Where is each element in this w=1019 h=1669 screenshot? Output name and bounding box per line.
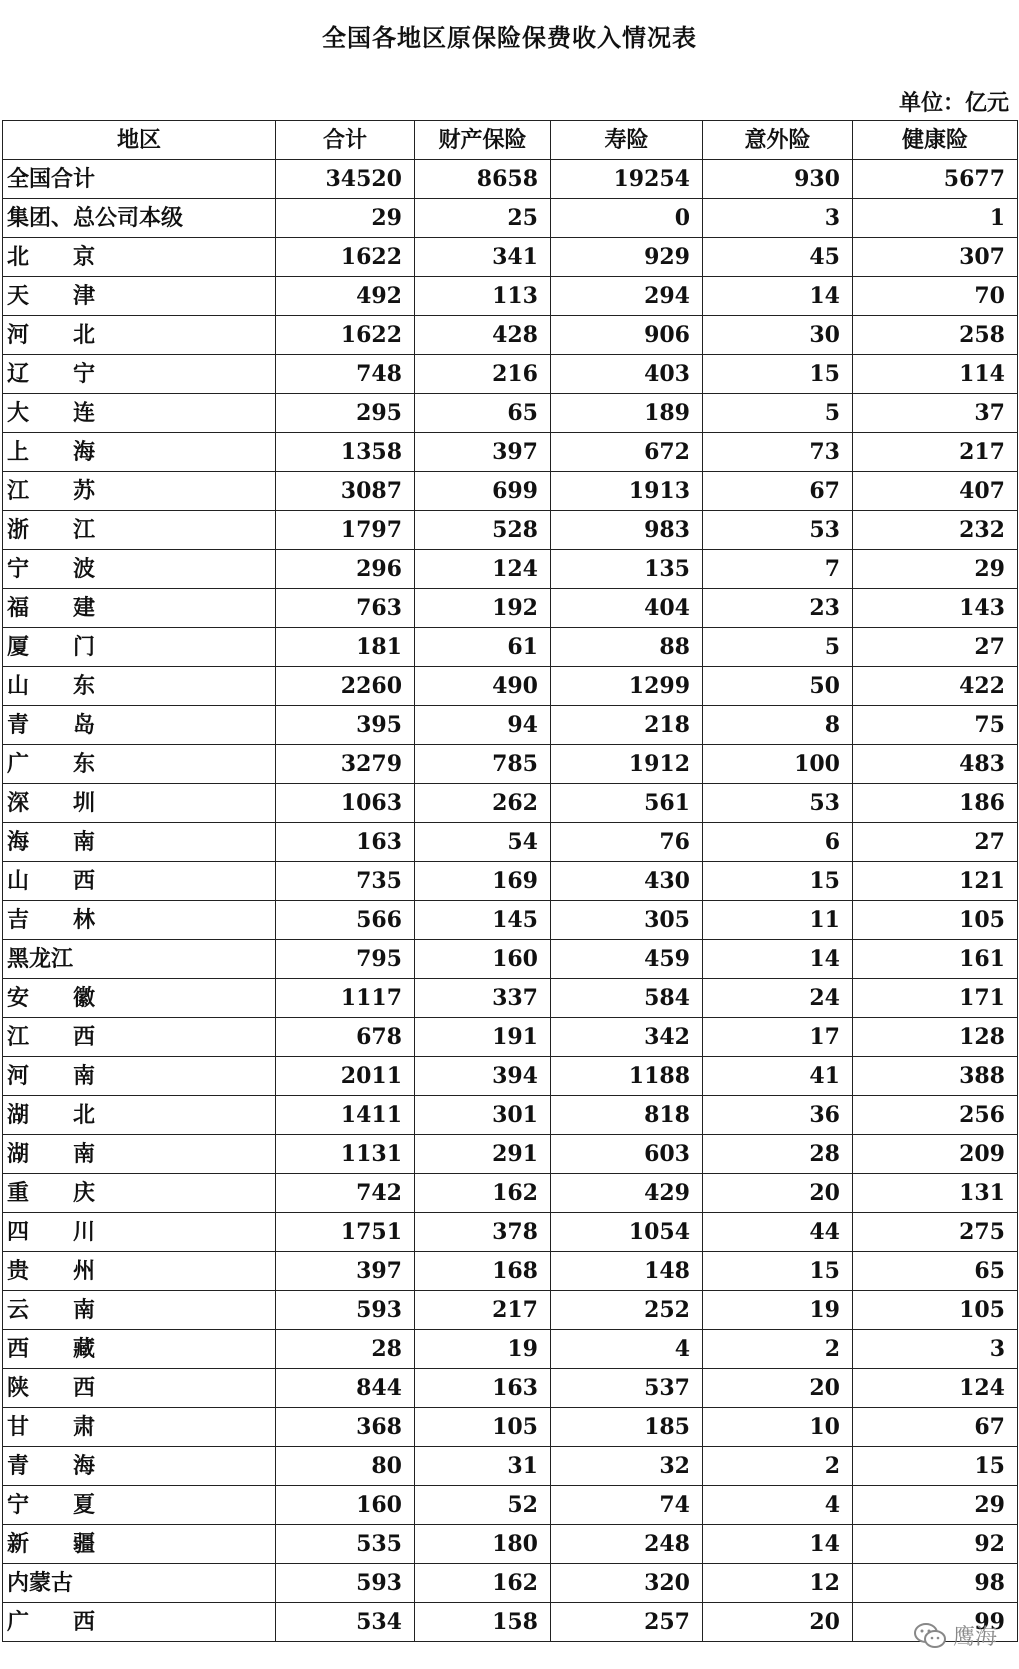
total-cell: 795	[276, 940, 415, 979]
total-cell: 3279	[276, 745, 415, 784]
region-cell: 广 西	[3, 1603, 276, 1642]
region-cell: 深 圳	[3, 784, 276, 823]
total-cell: 295	[276, 394, 415, 433]
property-cell: 192	[415, 589, 551, 628]
property-cell: 25	[415, 199, 551, 238]
accident-cell: 12	[703, 1564, 853, 1603]
life-cell: 672	[551, 433, 703, 472]
table-row	[3, 1603, 1018, 1642]
health-cell: 209	[853, 1135, 1018, 1174]
total-cell: 593	[276, 1291, 415, 1330]
accident-cell: 28	[703, 1135, 853, 1174]
region-cell: 宁 夏	[3, 1486, 276, 1525]
life-cell: 185	[551, 1408, 703, 1447]
accident-cell: 100	[703, 745, 853, 784]
region-cell: 江 西	[3, 1018, 276, 1057]
property-cell: 291	[415, 1135, 551, 1174]
region-cell: 吉 林	[3, 901, 276, 940]
life-cell: 404	[551, 589, 703, 628]
accident-cell: 23	[703, 589, 853, 628]
table-row	[3, 823, 1018, 862]
accident-cell: 19	[703, 1291, 853, 1330]
region-cell: 厦 门	[3, 628, 276, 667]
property-cell: 217	[415, 1291, 551, 1330]
total-cell: 34520	[276, 160, 415, 199]
total-cell: 566	[276, 901, 415, 940]
life-cell: 929	[551, 238, 703, 277]
property-cell: 160	[415, 940, 551, 979]
property-cell: 490	[415, 667, 551, 706]
premium-income-table	[2, 120, 1018, 1642]
total-cell: 534	[276, 1603, 415, 1642]
accident-cell: 6	[703, 823, 853, 862]
accident-cell: 7	[703, 550, 853, 589]
property-cell: 65	[415, 394, 551, 433]
accident-cell: 2	[703, 1330, 853, 1369]
region-cell: 海 南	[3, 823, 276, 862]
health-cell: 1	[853, 199, 1018, 238]
accident-cell: 73	[703, 433, 853, 472]
column-header-accident: 意外险	[703, 121, 853, 160]
life-cell: 818	[551, 1096, 703, 1135]
life-cell: 430	[551, 862, 703, 901]
health-cell: 75	[853, 706, 1018, 745]
region-cell: 西 藏	[3, 1330, 276, 1369]
property-cell: 31	[415, 1447, 551, 1486]
accident-cell: 20	[703, 1174, 853, 1213]
health-cell: 29	[853, 550, 1018, 589]
health-cell: 37	[853, 394, 1018, 433]
property-cell: 169	[415, 862, 551, 901]
health-cell: 29	[853, 1486, 1018, 1525]
column-header-health: 健康险	[853, 121, 1018, 160]
watermark-text: 鹰海	[952, 1625, 997, 1650]
accident-cell: 15	[703, 355, 853, 394]
property-cell: 105	[415, 1408, 551, 1447]
region-cell: 河 北	[3, 316, 276, 355]
total-cell: 80	[276, 1447, 415, 1486]
health-cell: 99	[853, 1603, 1018, 1642]
property-cell: 699	[415, 472, 551, 511]
health-cell: 275	[853, 1213, 1018, 1252]
total-cell: 160	[276, 1486, 415, 1525]
total-cell: 1063	[276, 784, 415, 823]
health-cell: 121	[853, 862, 1018, 901]
life-cell: 983	[551, 511, 703, 550]
total-cell: 535	[276, 1525, 415, 1564]
life-cell: 32	[551, 1447, 703, 1486]
table-row	[3, 940, 1018, 979]
total-cell: 593	[276, 1564, 415, 1603]
accident-cell: 5	[703, 628, 853, 667]
total-cell: 763	[276, 589, 415, 628]
table-row	[3, 1447, 1018, 1486]
total-cell: 1622	[276, 316, 415, 355]
life-cell: 459	[551, 940, 703, 979]
table-row	[3, 1174, 1018, 1213]
region-cell: 青 海	[3, 1447, 276, 1486]
property-cell: 158	[415, 1603, 551, 1642]
life-cell: 76	[551, 823, 703, 862]
region-cell: 新 疆	[3, 1525, 276, 1564]
table-row	[3, 550, 1018, 589]
accident-cell: 3	[703, 199, 853, 238]
property-cell: 94	[415, 706, 551, 745]
table-row	[3, 901, 1018, 940]
life-cell: 74	[551, 1486, 703, 1525]
region-cell: 大 连	[3, 394, 276, 433]
life-cell: 148	[551, 1252, 703, 1291]
life-cell: 88	[551, 628, 703, 667]
life-cell: 429	[551, 1174, 703, 1213]
total-cell: 29	[276, 199, 415, 238]
table-row	[3, 1057, 1018, 1096]
property-cell: 168	[415, 1252, 551, 1291]
total-cell: 397	[276, 1252, 415, 1291]
region-cell: 湖 南	[3, 1135, 276, 1174]
life-cell: 1054	[551, 1213, 703, 1252]
table-row	[3, 160, 1018, 199]
table-row	[3, 784, 1018, 823]
health-cell: 307	[853, 238, 1018, 277]
table-row	[3, 862, 1018, 901]
health-cell: 5677	[853, 160, 1018, 199]
property-cell: 61	[415, 628, 551, 667]
accident-cell: 17	[703, 1018, 853, 1057]
health-cell: 92	[853, 1525, 1018, 1564]
life-cell: 4	[551, 1330, 703, 1369]
life-cell: 603	[551, 1135, 703, 1174]
region-cell: 四 川	[3, 1213, 276, 1252]
health-cell: 124	[853, 1369, 1018, 1408]
region-cell: 北 京	[3, 238, 276, 277]
region-cell: 浙 江	[3, 511, 276, 550]
accident-cell: 11	[703, 901, 853, 940]
region-cell: 陕 西	[3, 1369, 276, 1408]
total-cell: 296	[276, 550, 415, 589]
property-cell: 528	[415, 511, 551, 550]
region-cell: 江 苏	[3, 472, 276, 511]
total-cell: 1622	[276, 238, 415, 277]
table-row	[3, 1213, 1018, 1252]
accident-cell: 15	[703, 862, 853, 901]
region-cell: 山 西	[3, 862, 276, 901]
region-cell: 内蒙古	[3, 1564, 276, 1603]
health-cell: 388	[853, 1057, 1018, 1096]
health-cell: 128	[853, 1018, 1018, 1057]
table-row	[3, 1330, 1018, 1369]
table-body	[3, 160, 1018, 1642]
total-cell: 368	[276, 1408, 415, 1447]
health-cell: 105	[853, 901, 1018, 940]
life-cell: 294	[551, 277, 703, 316]
property-cell: 163	[415, 1369, 551, 1408]
health-cell: 27	[853, 628, 1018, 667]
column-header-total: 合计	[276, 121, 415, 160]
region-cell: 黑龙江	[3, 940, 276, 979]
property-cell: 394	[415, 1057, 551, 1096]
health-cell: 65	[853, 1252, 1018, 1291]
region-cell: 青 岛	[3, 706, 276, 745]
total-cell: 1131	[276, 1135, 415, 1174]
unit-label: 单位：亿元	[898, 90, 1009, 116]
table-row	[3, 1018, 1018, 1057]
region-cell: 贵 州	[3, 1252, 276, 1291]
region-cell: 山 东	[3, 667, 276, 706]
region-cell: 云 南	[3, 1291, 276, 1330]
column-header-life: 寿险	[551, 121, 703, 160]
accident-cell: 14	[703, 940, 853, 979]
life-cell: 320	[551, 1564, 703, 1603]
life-cell: 342	[551, 1018, 703, 1057]
total-cell: 395	[276, 706, 415, 745]
life-cell: 257	[551, 1603, 703, 1642]
health-cell: 114	[853, 355, 1018, 394]
region-cell: 宁 波	[3, 550, 276, 589]
table-row	[3, 667, 1018, 706]
region-cell: 广 东	[3, 745, 276, 784]
health-cell: 186	[853, 784, 1018, 823]
health-cell: 70	[853, 277, 1018, 316]
health-cell: 15	[853, 1447, 1018, 1486]
table-row	[3, 1486, 1018, 1525]
life-cell: 537	[551, 1369, 703, 1408]
total-cell: 748	[276, 355, 415, 394]
table-row	[3, 277, 1018, 316]
wechat-icon	[913, 1622, 947, 1650]
total-cell: 181	[276, 628, 415, 667]
total-cell: 1358	[276, 433, 415, 472]
health-cell: 3	[853, 1330, 1018, 1369]
property-cell: 8658	[415, 160, 551, 199]
health-cell: 27	[853, 823, 1018, 862]
total-cell: 844	[276, 1369, 415, 1408]
region-cell: 湖 北	[3, 1096, 276, 1135]
total-cell: 1411	[276, 1096, 415, 1135]
property-cell: 162	[415, 1174, 551, 1213]
property-cell: 124	[415, 550, 551, 589]
total-cell: 678	[276, 1018, 415, 1057]
health-cell: 105	[853, 1291, 1018, 1330]
life-cell: 1913	[551, 472, 703, 511]
health-cell: 217	[853, 433, 1018, 472]
life-cell: 1299	[551, 667, 703, 706]
table-row	[3, 1564, 1018, 1603]
accident-cell: 2	[703, 1447, 853, 1486]
region-cell: 重 庆	[3, 1174, 276, 1213]
watermark	[913, 1620, 997, 1651]
table-row	[3, 433, 1018, 472]
property-cell: 341	[415, 238, 551, 277]
total-cell: 1117	[276, 979, 415, 1018]
property-cell: 19	[415, 1330, 551, 1369]
property-cell: 180	[415, 1525, 551, 1564]
header-row	[3, 121, 1018, 160]
property-cell: 262	[415, 784, 551, 823]
accident-cell: 53	[703, 784, 853, 823]
accident-cell: 30	[703, 316, 853, 355]
table-row	[3, 1525, 1018, 1564]
life-cell: 19254	[551, 160, 703, 199]
accident-cell: 20	[703, 1369, 853, 1408]
life-cell: 561	[551, 784, 703, 823]
property-cell: 113	[415, 277, 551, 316]
table-row	[3, 1096, 1018, 1135]
region-cell: 天 津	[3, 277, 276, 316]
life-cell: 218	[551, 706, 703, 745]
accident-cell: 5	[703, 394, 853, 433]
property-cell: 191	[415, 1018, 551, 1057]
total-cell: 742	[276, 1174, 415, 1213]
health-cell: 422	[853, 667, 1018, 706]
column-header-property: 财产保险	[415, 121, 551, 160]
property-cell: 337	[415, 979, 551, 1018]
health-cell: 256	[853, 1096, 1018, 1135]
region-cell: 辽 宁	[3, 355, 276, 394]
property-cell: 428	[415, 316, 551, 355]
table-row	[3, 316, 1018, 355]
table-row	[3, 238, 1018, 277]
table-row	[3, 355, 1018, 394]
table-row	[3, 979, 1018, 1018]
property-cell: 162	[415, 1564, 551, 1603]
life-cell: 252	[551, 1291, 703, 1330]
total-cell: 3087	[276, 472, 415, 511]
property-cell: 378	[415, 1213, 551, 1252]
region-cell: 甘 肃	[3, 1408, 276, 1447]
total-cell: 492	[276, 277, 415, 316]
health-cell: 131	[853, 1174, 1018, 1213]
life-cell: 0	[551, 199, 703, 238]
accident-cell: 41	[703, 1057, 853, 1096]
accident-cell: 67	[703, 472, 853, 511]
life-cell: 1912	[551, 745, 703, 784]
table-row	[3, 1408, 1018, 1447]
table-row	[3, 706, 1018, 745]
accident-cell: 14	[703, 277, 853, 316]
property-cell: 301	[415, 1096, 551, 1135]
page-title: 全国各地区原保险保费收入情况表	[322, 23, 697, 52]
health-cell: 407	[853, 472, 1018, 511]
life-cell: 1188	[551, 1057, 703, 1096]
property-cell: 216	[415, 355, 551, 394]
total-cell: 2260	[276, 667, 415, 706]
accident-cell: 36	[703, 1096, 853, 1135]
property-cell: 785	[415, 745, 551, 784]
accident-cell: 44	[703, 1213, 853, 1252]
health-cell: 67	[853, 1408, 1018, 1447]
table-row	[3, 394, 1018, 433]
table-row	[3, 1291, 1018, 1330]
property-cell: 52	[415, 1486, 551, 1525]
accident-cell: 50	[703, 667, 853, 706]
health-cell: 258	[853, 316, 1018, 355]
table-row	[3, 628, 1018, 667]
region-cell: 全国合计	[3, 160, 276, 199]
property-cell: 54	[415, 823, 551, 862]
total-cell: 2011	[276, 1057, 415, 1096]
life-cell: 584	[551, 979, 703, 1018]
table-row	[3, 1252, 1018, 1291]
table-row	[3, 1369, 1018, 1408]
accident-cell: 930	[703, 160, 853, 199]
region-cell: 安 徽	[3, 979, 276, 1018]
region-cell: 上 海	[3, 433, 276, 472]
table-row	[3, 199, 1018, 238]
region-cell: 河 南	[3, 1057, 276, 1096]
accident-cell: 20	[703, 1603, 853, 1642]
life-cell: 189	[551, 394, 703, 433]
accident-cell: 15	[703, 1252, 853, 1291]
total-cell: 735	[276, 862, 415, 901]
total-cell: 28	[276, 1330, 415, 1369]
region-cell: 福 建	[3, 589, 276, 628]
life-cell: 135	[551, 550, 703, 589]
life-cell: 305	[551, 901, 703, 940]
property-cell: 397	[415, 433, 551, 472]
life-cell: 906	[551, 316, 703, 355]
table-row	[3, 511, 1018, 550]
life-cell: 248	[551, 1525, 703, 1564]
total-cell: 1797	[276, 511, 415, 550]
total-cell: 1751	[276, 1213, 415, 1252]
life-cell: 403	[551, 355, 703, 394]
health-cell: 143	[853, 589, 1018, 628]
table-row	[3, 1135, 1018, 1174]
health-cell: 171	[853, 979, 1018, 1018]
accident-cell: 45	[703, 238, 853, 277]
accident-cell: 10	[703, 1408, 853, 1447]
table-row	[3, 472, 1018, 511]
accident-cell: 8	[703, 706, 853, 745]
health-cell: 232	[853, 511, 1018, 550]
column-header-region: 地区	[3, 121, 276, 160]
health-cell: 98	[853, 1564, 1018, 1603]
region-cell: 集团、总公司本级	[3, 199, 276, 238]
accident-cell: 24	[703, 979, 853, 1018]
accident-cell: 14	[703, 1525, 853, 1564]
total-cell: 163	[276, 823, 415, 862]
health-cell: 483	[853, 745, 1018, 784]
table-row	[3, 589, 1018, 628]
accident-cell: 4	[703, 1486, 853, 1525]
table-row	[3, 745, 1018, 784]
health-cell: 161	[853, 940, 1018, 979]
property-cell: 145	[415, 901, 551, 940]
accident-cell: 53	[703, 511, 853, 550]
